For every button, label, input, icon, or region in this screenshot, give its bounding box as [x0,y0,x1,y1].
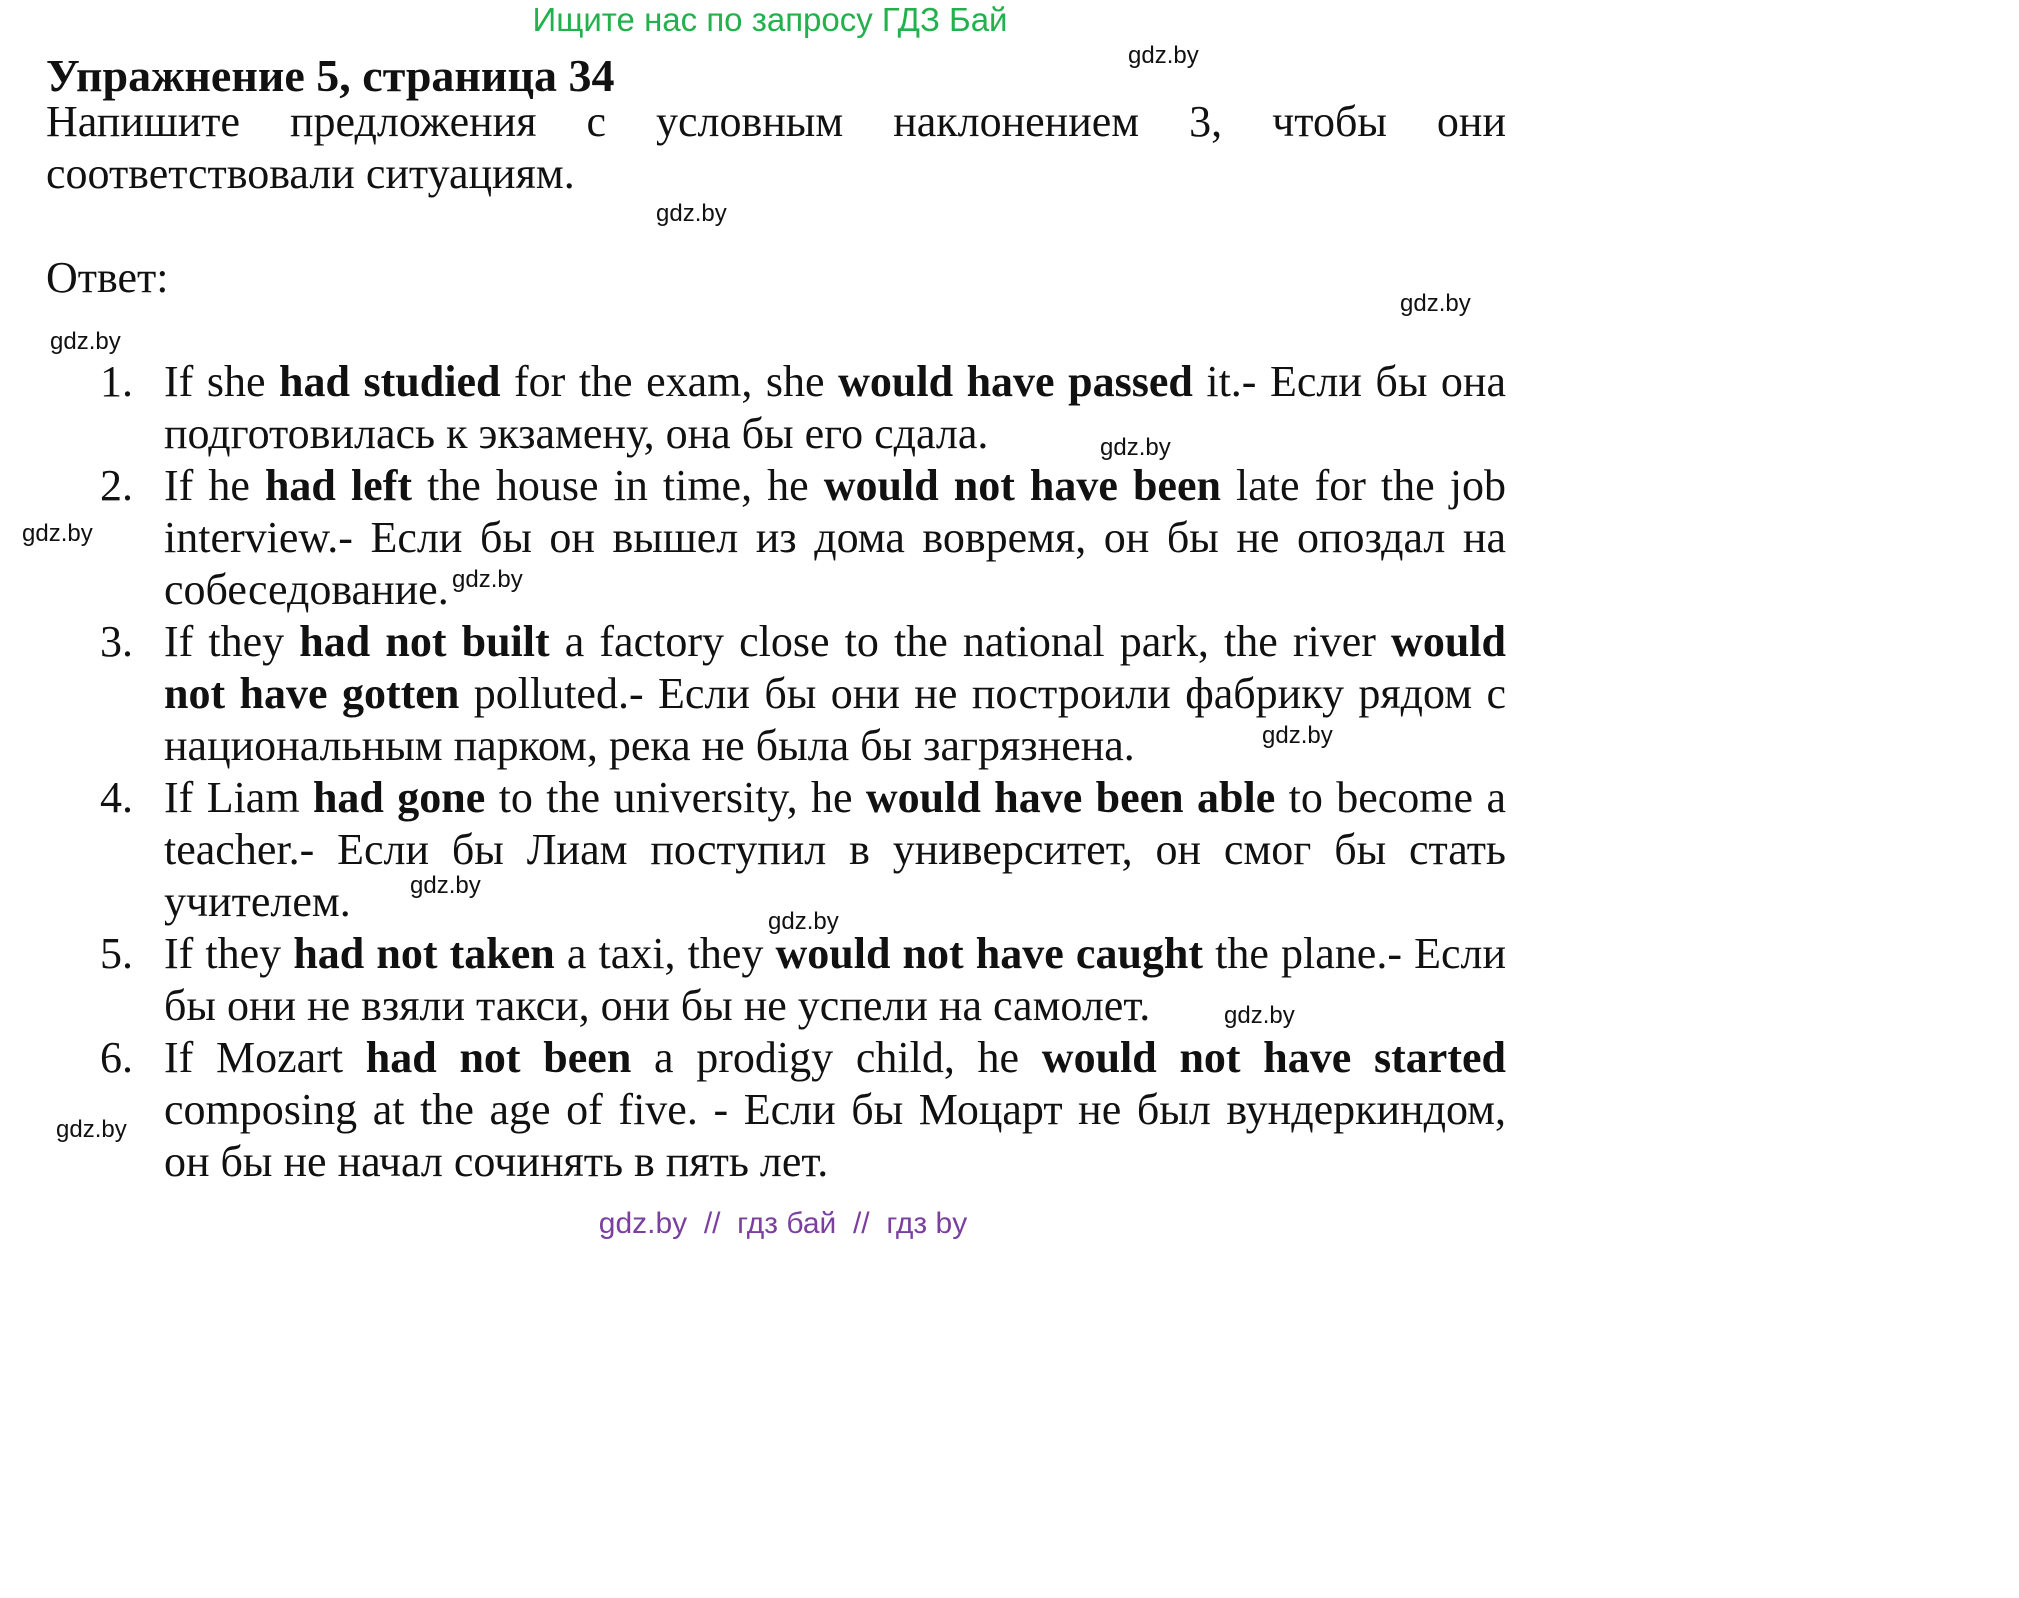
answer-text: a prodigy child, he [631,1033,1042,1082]
answer-bold-result: would have been able [865,773,1276,822]
footer-links: gdz.by // гдз бай // гдз by [598,1207,968,1240]
answer-text: If Liam [164,773,313,822]
answer-item-5 [100,928,1506,1032]
answer-number: 1. [100,357,133,406]
answer-bold-result: would not have caught [775,929,1204,978]
answer-bold-condition: had left [264,461,413,510]
answer-text: late for the job interview.- Если бы он вышел из дома вовремя, он бы не опоздал на собеседование. [164,461,1506,614]
answer-number: 3. [100,617,133,666]
answer-item-6 [100,1032,1506,1188]
task-text: Напишите предложения с условным наклонением 3, чтобы они соответствовали ситуациям. [46,97,1506,198]
answer-number: 6. [100,1033,133,1082]
answer-bold-condition: had not been [365,1033,632,1082]
answer-label: Ответ: [46,253,169,302]
answer-item-2 [100,460,1506,616]
answer-number: 4. [100,773,133,822]
answer-text: If she [164,357,280,406]
answer-bold-result: would have passed [838,357,1193,406]
watermark: gdz.by [768,908,839,935]
answer-bold-condition: had not built [299,617,550,666]
exercise-heading: Упражнение 5, страница 34 [46,50,615,101]
answer-text: the house in time, he [412,461,824,510]
watermark: gdz.by [656,200,727,227]
answer-number: 2. [100,461,133,510]
answer-item-1 [100,356,1506,460]
watermark: gdz.by [1400,290,1471,317]
answer-text: If they [164,929,294,978]
watermark: gdz.by [50,328,121,355]
answer-text: If they [164,617,300,666]
watermark: gdz.by [56,1116,127,1143]
answer-text: polluted.- Если бы они не построили фабрику рядом с национальным парком, река не была бы загрязнена. [164,669,1506,770]
answer-bold-condition: had gone [312,773,486,822]
watermark: gdz.by [452,566,523,593]
answer-number: 5. [100,929,133,978]
answer-bold-result: would not have gotten [164,617,1506,718]
watermark: gdz.by [22,520,93,547]
answer-text: to the university, he [485,773,866,822]
watermark: gdz.by [1224,1002,1295,1029]
answer-text: it.- Если бы она подготовилась к экзамену, она бы его сдала. [164,357,1506,458]
answer-text: If Mozart [164,1033,366,1082]
answer-bold-result: would not have been [823,461,1221,510]
answer-bold-condition: had studied [279,357,501,406]
top-banner: Ищите нас по запросу ГДЗ Бай [532,1,1008,38]
watermark: gdz.by [1262,722,1333,749]
answer-text: the plane.- Если бы они не взяли такси, они бы не успели на самолет. [164,929,1507,1030]
answer-text: a factory close to the national park, the river [549,617,1392,666]
answer-list [100,356,1506,1188]
watermark: gdz.by [1100,434,1171,461]
answer-text: for the exam, she [500,357,839,406]
answer-text: composing at the age of five. - Если бы Моцарт не был вундеркиндом, он бы не начал сочинять в пять лет. [164,1085,1506,1186]
watermark: gdz.by [1128,42,1199,69]
answer-item-4 [100,772,1506,928]
answer-text: a taxi, they [554,929,776,978]
answer-text: to become a teacher.- Если бы Лиам поступил в университет, он смог бы стать учителем. [164,773,1506,926]
answer-bold-condition: had not taken [293,929,555,978]
answer-bold-result: would not have started [1041,1033,1506,1082]
watermark: gdz.by [410,872,481,899]
answer-text: If he [164,461,265,510]
